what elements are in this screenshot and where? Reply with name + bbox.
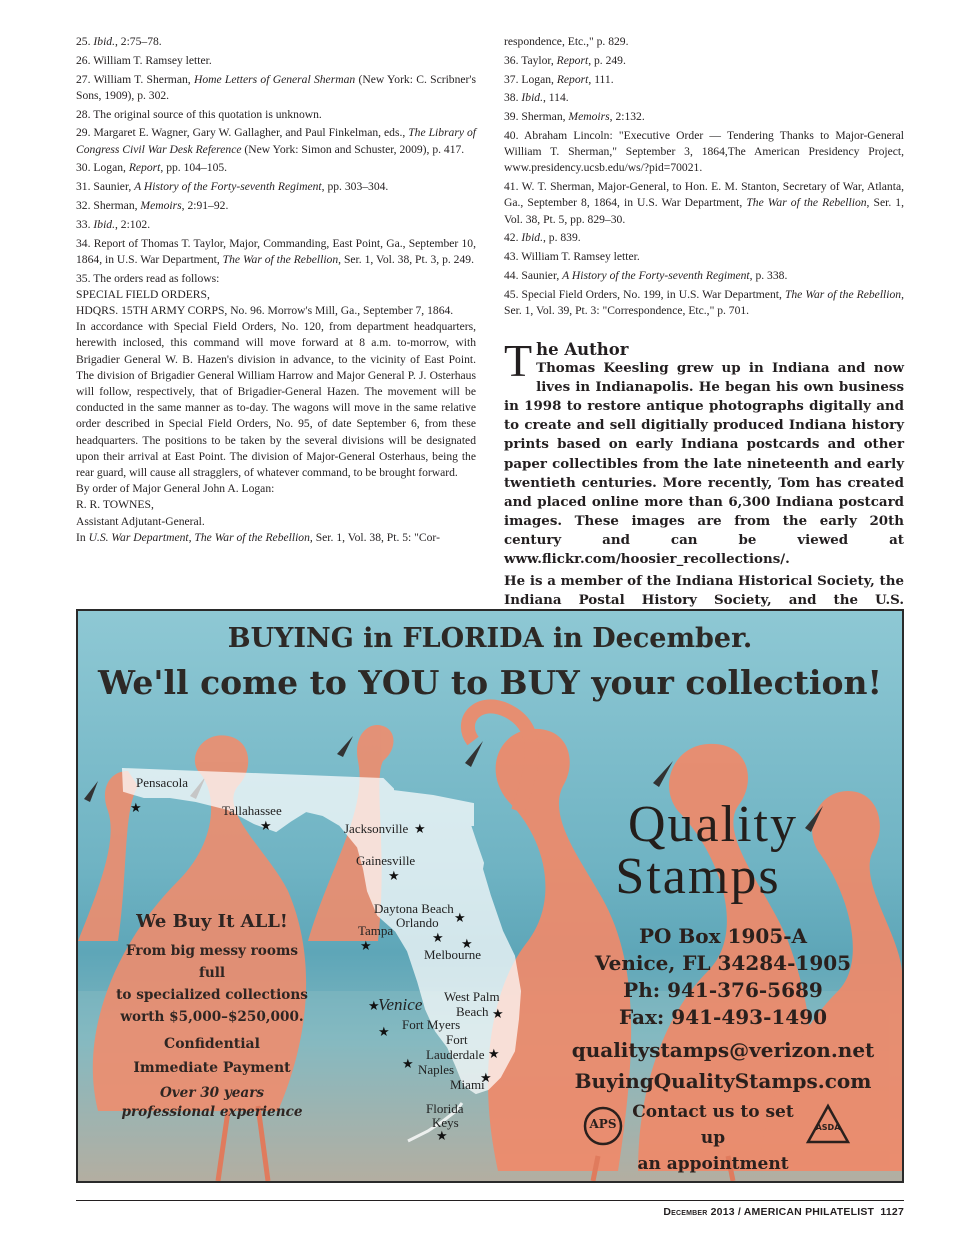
orders-title: SPECIAL FIELD ORDERS, xyxy=(76,287,210,301)
endnote xyxy=(504,34,904,50)
star-icon: ★ xyxy=(388,868,400,883)
author-paragraph-2: He is a member of the Indiana Historical Society, the Indiana Postal History Society, and the U.S. xyxy=(504,573,904,609)
endnote-text: , 111. xyxy=(588,72,614,86)
endnote xyxy=(76,72,476,104)
endnote-text: , 114. xyxy=(542,91,569,105)
city-pensacola: Pensacola xyxy=(136,775,188,790)
author-bio xyxy=(504,335,904,632)
star-icon: ★ xyxy=(454,910,466,925)
we-buy-text-2: to specialized collections xyxy=(116,987,308,1003)
website-url: BuyingQualityStamps.com xyxy=(574,1069,872,1093)
endnote-number: 27. xyxy=(76,72,91,86)
endnote-text: , Ser. 1, Vol. 38, Pt. 3, p. 249. xyxy=(338,252,474,266)
endnote-text: , p. 249. xyxy=(588,53,626,67)
endnote-number: 38. xyxy=(504,91,519,105)
endnote-title: Ibid. xyxy=(93,35,115,48)
company-name-line-2: Stamps xyxy=(615,848,781,905)
endnote-title: Memoirs xyxy=(140,198,182,212)
endnote-text: Sherman, xyxy=(518,110,569,124)
endnote-text: Logan, xyxy=(518,72,557,86)
endnote-title: Report xyxy=(556,72,589,86)
company-name-line-1: Quality xyxy=(628,796,798,853)
we-buy-payment: Immediate Payment xyxy=(133,1060,291,1076)
ad-headline: BUYING in FLORIDA in December. xyxy=(227,623,753,654)
endnote-title: Ibid. xyxy=(521,231,543,245)
city-jacksonville: Jacksonville xyxy=(344,821,409,836)
company-contact xyxy=(553,923,893,1097)
city-gainesville: Gainesville xyxy=(356,853,416,868)
endnote-number: 25. xyxy=(76,35,91,48)
orders-signer-title: Assistant Adjutant-General. xyxy=(76,514,205,528)
ad-subheadline: We'll come to YOU to BUY your collection! xyxy=(98,663,882,702)
orders-body: In accordance with Special Field Orders, No. 120, from department headquarters, herewith inclosed, this command will move forward at 8 a.m. to-morrow, with Brigadier General W. B. Hazen's division in advance, to the vicinity of East Point. The division of Brigadier General William Harrow and Major General P. J. Osterhaus will follow, respectively, that of Brigadier-General Hazen. The movement will be conducted in the same manner as to-day. The wagons will move in the same relative order described in Special Field Orders, No. 95, of date September 6, from these headquarters. The positions to be taken by the several divisions will be designated upon their arrival at East Point. The division of Major-General Osterhaus, being the rear guard, will cause all stragglers, of whatever command, to be brought forward. xyxy=(76,320,476,480)
we-buy-heading: We Buy It ALL! xyxy=(136,911,288,932)
endnote xyxy=(76,107,476,123)
endnote-text: Margaret E. Wagner, Gary W. Gallagher, and Paul Finkelman, eds., xyxy=(90,126,409,140)
endnote-title: The War of the Rebellion xyxy=(222,252,339,266)
star-icon: ★ xyxy=(402,1056,414,1071)
endnote-text: Report of Thomas T. Taylor, Major, Commanding, East Point, Ga., September 10, 1864, in U.S. War Department, xyxy=(76,236,476,266)
city-florida: Florida xyxy=(426,1101,464,1116)
notes-left-column xyxy=(76,34,476,546)
endnote-text: Logan, xyxy=(90,161,129,175)
endnote-number: 41. xyxy=(504,180,519,194)
orders-source xyxy=(76,530,476,546)
city-fort: Fort xyxy=(446,1032,468,1047)
endnote-number: 33. xyxy=(76,217,91,231)
star-icon: ★ xyxy=(432,930,444,945)
author-paragraph-1: Thomas Keesling grew up in Indiana and now lives in Indianapolis. He began his own business in 1998 to restore antique photographs digitally and to create and sell digitially produced Indiana history prints based on early Indiana postcards and other paper collectibles from the late nineteenth and early twentieth centuries. More recently, Tom has created and placed online more than 6,300 Indiana postcard images. These images are from the early 20th century and can be viewed at www.flickr.com/hoosier_recollections/. xyxy=(504,360,904,568)
endnote-text: , Ser. 1, Vol. 39, Pt. 3: "Correspondence, Etc.," p. 701. xyxy=(504,287,904,317)
star-icon: ★ xyxy=(480,1070,492,1085)
endnote xyxy=(504,230,904,246)
notes-right-column xyxy=(504,34,904,319)
orders-source-italic: U.S. War Department, The War of the Rebellion, xyxy=(88,530,313,544)
appointment-line-2: an appointment xyxy=(637,1154,789,1174)
we-buy-confidential: Confidential xyxy=(164,1036,260,1052)
city-daytona-beach: Daytona Beach xyxy=(374,901,454,916)
city-west-palm: West Palm xyxy=(444,989,500,1004)
star-icon: ★ xyxy=(461,936,473,951)
endnote xyxy=(76,198,476,214)
endnote-text: Taylor, xyxy=(518,53,557,67)
endnote-title: Report xyxy=(556,53,589,67)
endnote xyxy=(76,236,476,268)
endnote-text: (New York: Simon and Schuster, 2009), p. 417. xyxy=(241,142,465,156)
star-icon: ★ xyxy=(130,800,142,815)
endnote-number: 34. xyxy=(76,236,91,250)
author-dropcap: T xyxy=(504,335,533,386)
endnote-text: , 2:75–78. xyxy=(114,35,162,48)
company-wordmark xyxy=(548,796,878,905)
city-naples: Naples xyxy=(418,1062,455,1077)
endnote-text: , pp. 303–304. xyxy=(321,180,389,194)
endnotes-list-right xyxy=(504,34,904,319)
endnote-number: 43. xyxy=(504,250,519,264)
star-icon: ★ xyxy=(378,1024,390,1039)
asda-logo-text: ASDA xyxy=(815,1123,841,1132)
city-orlando: Orlando xyxy=(396,915,439,930)
endnote-title: Home Letters of General Sherman xyxy=(193,72,356,86)
orders-source-suffix: Ser. 1, Vol. 38, Pt. 5: "Cor- xyxy=(312,530,440,544)
asda-logo-icon xyxy=(808,1105,848,1145)
endnote-title: The War of the Rebellion xyxy=(746,196,867,210)
endnote-text: , Ser. 1, Vol. 38, Pt. 5, pp. 829–30. xyxy=(504,196,905,226)
star-icon: ★ xyxy=(488,1046,500,1061)
we-buy-text-1: From big messy rooms full xyxy=(126,943,298,981)
city-venice: Venice xyxy=(378,995,423,1014)
endnote-title: Memoirs xyxy=(568,110,610,124)
endnote xyxy=(504,249,904,265)
city-tampa: Tampa xyxy=(358,923,394,938)
footer-rule xyxy=(76,1200,904,1201)
endnote-text: , pp. 104–105. xyxy=(160,161,228,175)
endnote-text: (New York: C. Scribner's Sons, 1909), p. 302. xyxy=(76,72,477,102)
endnote-text: The original source of this quotation is unknown. xyxy=(90,107,322,121)
footer-separator: / xyxy=(734,1206,744,1218)
endnote xyxy=(76,125,476,157)
phone-number: Ph: 941-376-5689 xyxy=(623,978,823,1002)
endnote-text: William T. Ramsey letter. xyxy=(90,53,212,67)
footer-month: December 2013 xyxy=(663,1206,735,1218)
endnote xyxy=(76,53,476,69)
star-icon: ★ xyxy=(414,821,426,836)
endnote-number: 28. xyxy=(76,107,91,121)
endnote xyxy=(504,53,904,69)
fax-number: Fax: 941-493-1490 xyxy=(618,1005,828,1029)
endnote-number: 37. xyxy=(504,72,519,86)
endnote-title: Ibid. xyxy=(521,91,543,105)
endnote-number: 40. xyxy=(504,128,519,142)
endnote-number: 39. xyxy=(504,110,519,124)
city-melbourne: Melbourne xyxy=(424,947,482,962)
footer-page-number: 1127 xyxy=(880,1206,904,1218)
quality-stamps-advertisement xyxy=(76,609,904,1183)
star-icon: ★ xyxy=(368,998,380,1013)
city-zip: Venice, FL 34284-1905 xyxy=(594,951,852,975)
email-address: qualitystamps@verizon.net xyxy=(571,1038,875,1062)
endnote-number: 31. xyxy=(76,180,91,194)
endnote-text: , 2:91–92. xyxy=(181,198,229,212)
orders-headquarters: HDQRS. 15TH ARMY CORPS, No. 96. Morrow's Mill, Ga., September 7, 1864. xyxy=(76,303,454,317)
appointment-callout xyxy=(618,1099,808,1177)
endnote-title: The War of the Rebellion xyxy=(784,287,902,301)
orders-by-order: By order of Major General John A. Logan: xyxy=(76,482,275,496)
we-buy-experience-1: Over 30 years xyxy=(159,1085,265,1101)
endnote-text: W. T. Sherman, Major-General, to Hon. E. M. Stanton, Secretary of War, Atlanta, Ga., September 8, 1864, in U.S. War Department, xyxy=(504,180,904,210)
endnote-text: , 2:132. xyxy=(609,110,645,124)
endnote-number: 32. xyxy=(76,198,91,212)
endnote-number: 26. xyxy=(76,53,91,67)
star-icon: ★ xyxy=(360,938,372,953)
endnote-number: 42. xyxy=(504,231,519,245)
appointment-line-1: Contact us to set up xyxy=(632,1102,794,1148)
endnote xyxy=(504,128,904,177)
endnote-number: 44. xyxy=(504,268,519,282)
footer-journal: AMERICAN PHILATELIST xyxy=(743,1206,875,1218)
po-box: PO Box 1905-A xyxy=(638,924,808,948)
we-buy-text-3: worth $5,000–$250,000. xyxy=(120,1009,304,1025)
city-miami: Miami xyxy=(450,1077,485,1092)
endnotes-list-left xyxy=(76,34,476,287)
endnote-title: Ibid. xyxy=(93,217,115,231)
city-fort-myers: Fort Myers xyxy=(402,1017,461,1032)
star-icon: ★ xyxy=(436,1128,448,1143)
author-heading: he Author xyxy=(536,340,629,359)
endnote-title: A History of the Forty-seventh Regiment xyxy=(562,268,750,282)
endnote-text: The orders read as follows: xyxy=(90,271,220,285)
endnote-number: 35. xyxy=(76,271,91,285)
we-buy-experience-2: professional experience xyxy=(121,1104,303,1120)
endnote xyxy=(504,179,904,228)
star-icon: ★ xyxy=(492,1006,504,1021)
endnote-text: William T. Ramsey letter. xyxy=(518,250,640,264)
endnote xyxy=(504,109,904,125)
endnote-text: Saunier, xyxy=(90,180,135,194)
endnote-text: respondence, Etc.," p. 829. xyxy=(504,35,629,48)
endnote xyxy=(504,287,904,319)
endnote-text: , 2:102. xyxy=(114,217,151,231)
endnote xyxy=(76,34,476,50)
endnote xyxy=(504,72,904,88)
city-west-palm-beach: Beach xyxy=(456,1004,489,1019)
orders-source-prefix: In xyxy=(76,530,89,544)
endnote-title: Report xyxy=(128,161,161,175)
orders-signer: R. R. TOWNES, xyxy=(76,498,154,512)
we-buy-block xyxy=(112,911,312,1122)
endnote xyxy=(504,268,904,284)
city-fort-lauderdale: Lauderdale xyxy=(426,1047,485,1062)
city-keys: Keys xyxy=(432,1115,459,1130)
endnote-text: , p. 338. xyxy=(749,268,788,282)
endnote-title: A History of the Forty-seventh Regiment xyxy=(134,180,322,194)
endnote-text: Abraham Lincoln: "Executive Order — Tendering Thanks to Major-General William T. Sherman," September 3, 1864,The American Presidency Project, www.presidency.ucsb.edu/ws/?pid=70021. xyxy=(504,128,904,175)
endnote xyxy=(504,90,904,106)
city-tallahassee: Tallahassee xyxy=(222,803,282,818)
endnote-number: 45. xyxy=(504,287,519,301)
endnote-number: 36. xyxy=(504,53,519,67)
endnote-number: 30. xyxy=(76,161,91,175)
aps-logo-text: APS xyxy=(589,1117,617,1131)
endnote-text: Sherman, xyxy=(90,198,141,212)
endnote-text: , p. 839. xyxy=(542,231,581,245)
endnote xyxy=(76,271,476,287)
endnote xyxy=(76,217,476,233)
endnote xyxy=(76,160,476,176)
endnote xyxy=(76,179,476,195)
endnote-number: 29. xyxy=(76,126,91,140)
star-icon: ★ xyxy=(260,818,272,833)
aps-logo-icon xyxy=(583,1105,623,1145)
endnote-text: Special Field Orders, No. 199, in U.S. War Department, xyxy=(518,287,785,301)
endnote-text: William T. Sherman, xyxy=(90,72,194,86)
endnote-title: The Library of Congress Civil War Desk Reference xyxy=(76,126,476,156)
endnote-text: Saunier, xyxy=(518,268,563,282)
page-footer xyxy=(663,1206,904,1218)
